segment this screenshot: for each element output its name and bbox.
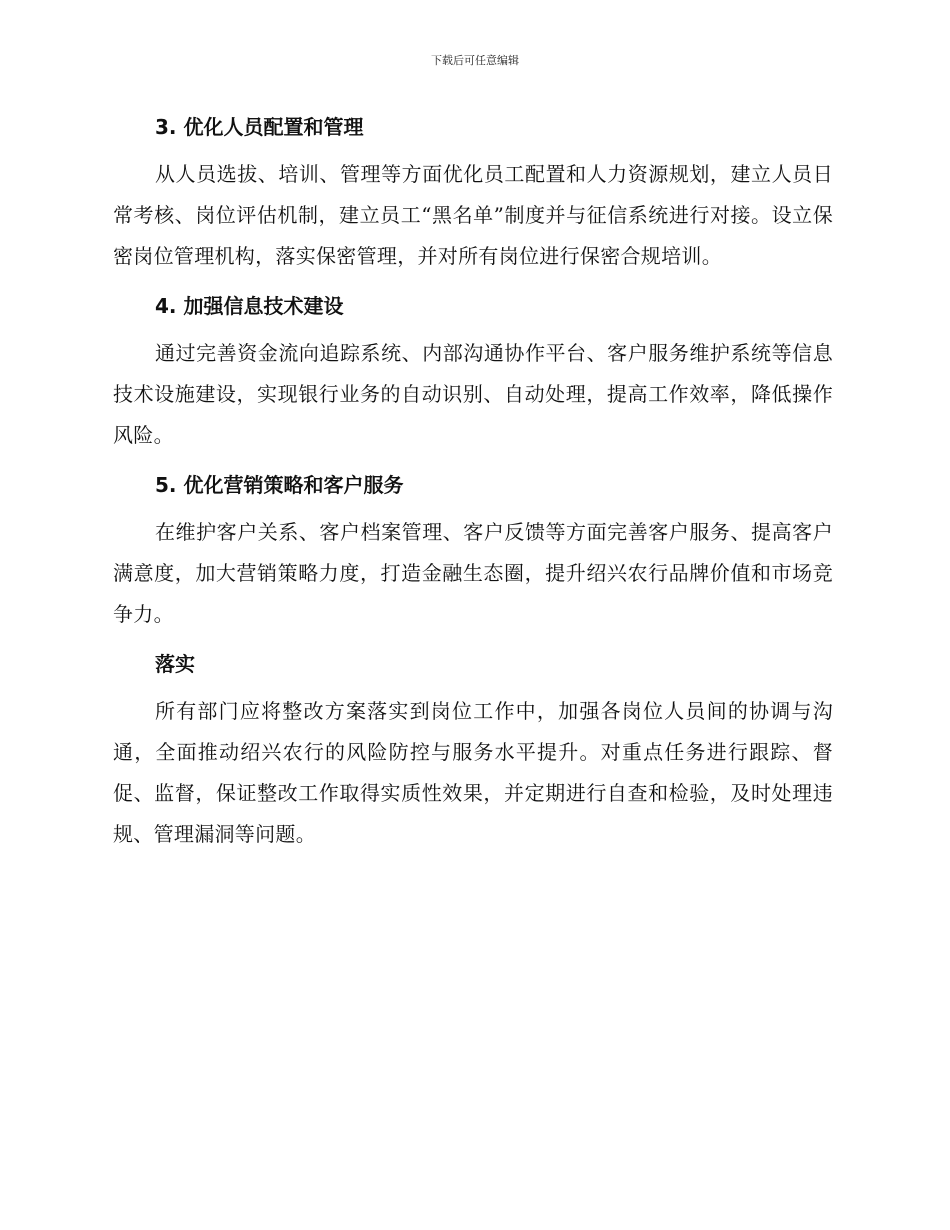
section-it: [113, 287, 833, 466]
document-body: [113, 108, 833, 855]
page-header: 下载后可任意编辑: [431, 54, 519, 67]
section-personnel: [113, 108, 833, 287]
section-paragraph: 所有部门应将整改方案落实到岗位工作中，加强各岗位人员间的协调与沟通，全面推动绍兴农行的风险防控与服务水平提升。对重点任务进行跟踪、督促、监督，保证整改工作取得实质性效果，并定期进行自查和检验，及时处理违规、管理漏洞等问题。: [113, 699, 833, 846]
section-implementation: [113, 645, 833, 855]
section-heading: 落实: [155, 652, 195, 676]
section-marketing: [113, 466, 833, 645]
section-paragraph: 在维护客户关系、客户档案管理、客户反馈等方面完善客户服务、提高客户满意度，加大营销策略力度，打造金融生态圈，提升绍兴农行品牌价值和市场竞争力。: [113, 520, 833, 626]
section-paragraph: 通过完善资金流向追踪系统、内部沟通协作平台、客户服务维护系统等信息技术设施建设，实现银行业务的自动识别、自动处理，提高工作效率，降低操作风险。: [113, 341, 833, 447]
section-heading: 3. 优化人员配置和管理: [155, 115, 364, 139]
section-paragraph: 从人员选拔、培训、管理等方面优化员工配置和人力资源规划，建立人员日常考核、岗位评估机制，建立员工“黑名单”制度并与征信系统进行对接。设立保密岗位管理机构，落实保密管理，并对所有岗位进行保密合规培训。: [113, 162, 833, 268]
section-heading: 4. 加强信息技术建设: [155, 294, 344, 318]
section-heading: 5. 优化营销策略和客户服务: [155, 473, 404, 497]
